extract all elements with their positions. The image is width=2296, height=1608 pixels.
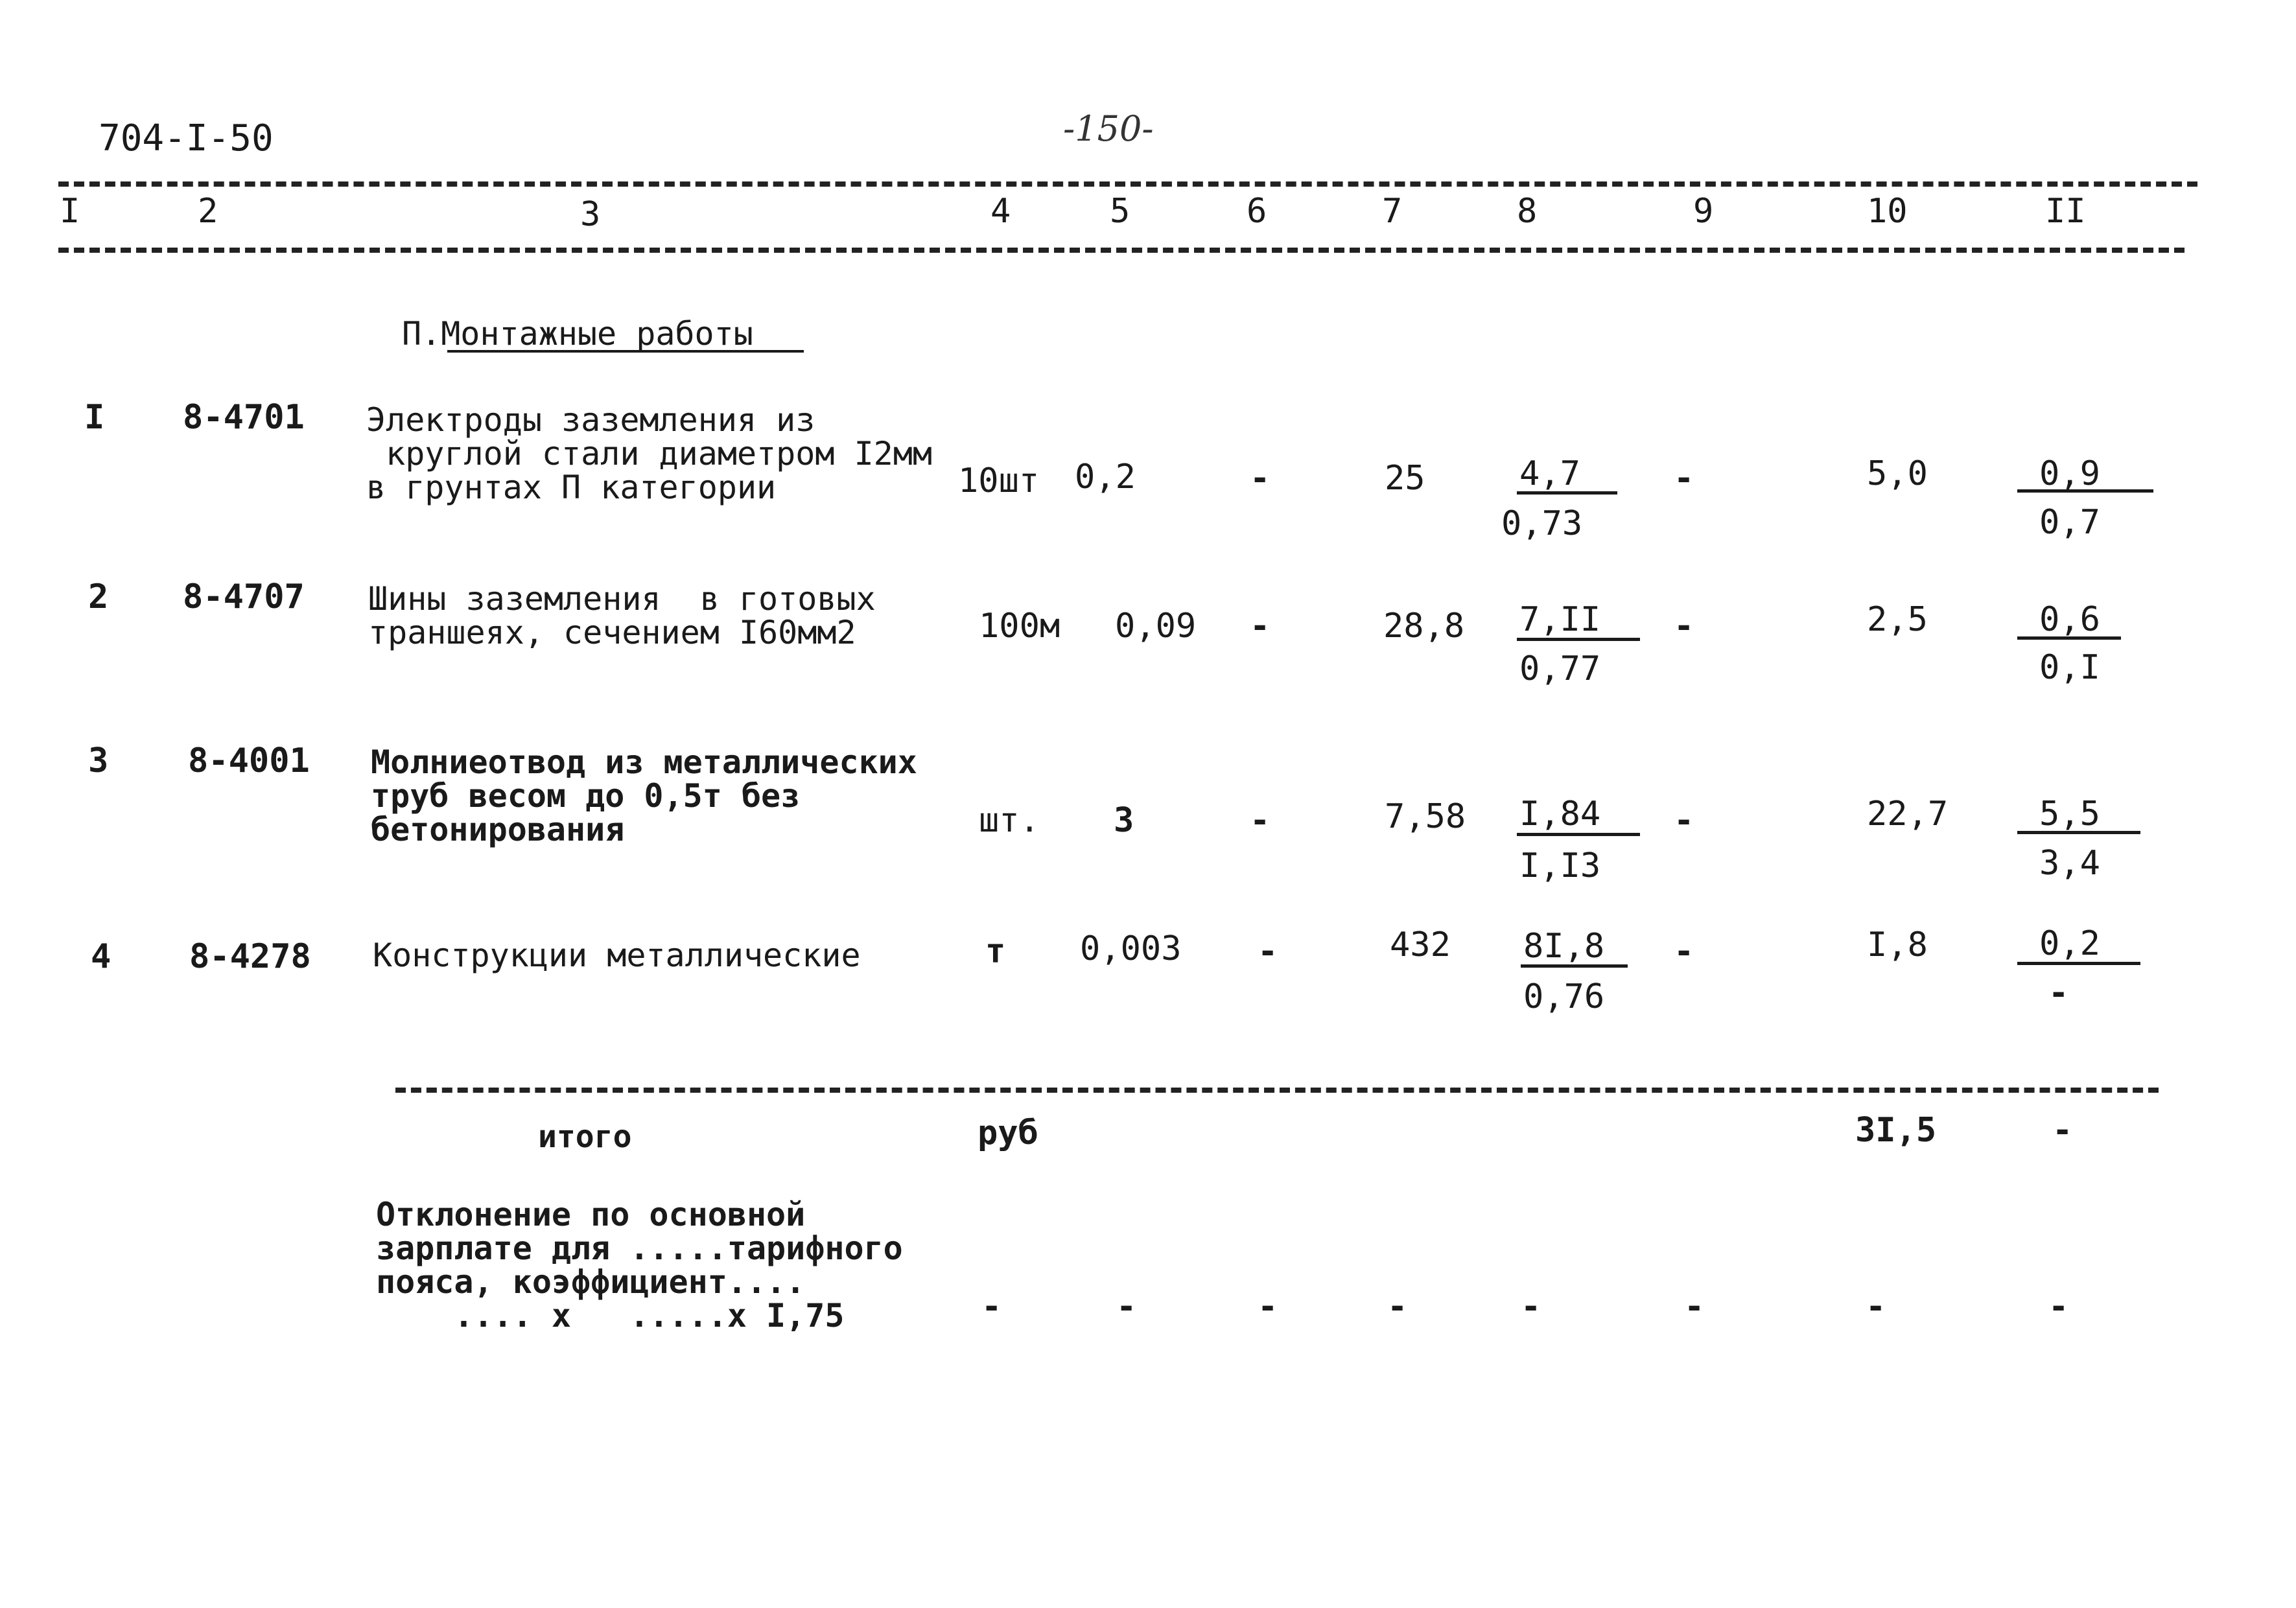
- row-4-col6: -: [1258, 932, 1278, 971]
- row-4-col8-rule: [1521, 964, 1628, 968]
- row-1-col11-bottom: 0,7: [2039, 503, 2100, 542]
- row-2-col7: 28,8: [1383, 607, 1465, 646]
- deviation-dash-col4: -: [981, 1287, 1002, 1326]
- column-header-3: 3: [580, 195, 601, 234]
- column-header-9: 9: [1693, 192, 1714, 231]
- row-3-col6: -: [1250, 801, 1271, 840]
- row-4-col9: -: [1674, 932, 1694, 971]
- row-2-col8-bottom: 0,77: [1519, 649, 1601, 688]
- row-3-col8-rule: [1517, 833, 1640, 836]
- section-title-underline: [447, 350, 804, 353]
- row-3-col7: 7,58: [1385, 797, 1466, 836]
- row-2-description: Шины заземления в готовых траншеях, сечением I60мм2: [368, 580, 876, 651]
- deviation-dash-col9: -: [1684, 1287, 1705, 1326]
- row-1-number: I: [84, 398, 105, 437]
- column-header-4: 4: [990, 192, 1011, 231]
- row-2-col11-top: 0,6: [2039, 600, 2100, 639]
- deviation-text: Отклонение по основной зарплате для .....тарифного пояса, коэффициент.... .... x .....x I,75: [376, 1196, 903, 1334]
- row-4-unit: т: [985, 932, 1006, 971]
- column-header-5: 5: [1110, 192, 1130, 231]
- row-4-col11-rule: [2017, 962, 2140, 965]
- row-2-col8-top: 7,II: [1519, 600, 1601, 639]
- section-title: П.Монтажные работы: [402, 315, 753, 353]
- row-4-col8-top: 8I,8: [1523, 927, 1605, 966]
- deviation-dash-col5: -: [1116, 1287, 1137, 1326]
- row-1-col11-top: 0,9: [2039, 454, 2100, 493]
- row-2-col8-rule: [1517, 638, 1640, 641]
- total-col10: 3I,5: [1855, 1111, 1937, 1150]
- deviation-dash-col8: -: [1521, 1287, 1541, 1326]
- row-4-code: 8-4278: [189, 937, 311, 976]
- row-4-col7: 432: [1390, 926, 1451, 964]
- row-4-col10: I,8: [1867, 926, 1928, 964]
- row-1-description: Электроды заземления из круглой стали диаметром I2мм в грунтах П категории: [366, 401, 932, 506]
- row-3-col11-rule: [2017, 831, 2140, 834]
- row-1-qty: 0,2: [1075, 458, 1136, 496]
- row-4-number: 4: [91, 937, 111, 976]
- column-header-10: 10: [1867, 192, 1908, 231]
- deviation-dash-col11: -: [2048, 1287, 2069, 1326]
- row-1-col7: 25: [1385, 459, 1425, 498]
- row-1-col8-bottom: 0,73: [1501, 504, 1583, 543]
- row-3-unit: шт.: [979, 801, 1040, 840]
- deviation-dash-col10: -: [1866, 1287, 1886, 1326]
- row-1-col11-rule: [2017, 489, 2153, 493]
- header-top-rule: [58, 181, 2197, 187]
- column-header-6: 6: [1247, 192, 1267, 231]
- row-2-qty: 0,09: [1115, 607, 1197, 646]
- row-2-col10: 2,5: [1867, 600, 1928, 639]
- row-3-number: 3: [88, 741, 109, 780]
- row-3-col8-bottom: I,I3: [1519, 846, 1601, 885]
- row-2-col6: -: [1250, 607, 1271, 646]
- row-1-col10: 5,0: [1867, 454, 1928, 493]
- column-header-11: II: [2045, 192, 2086, 231]
- deviation-dash-col6: -: [1258, 1287, 1278, 1326]
- total-col11: -: [2052, 1111, 2073, 1150]
- header-bottom-rule: [58, 248, 2185, 253]
- row-3-qty: 3: [1114, 801, 1134, 840]
- row-2-number: 2: [88, 577, 109, 616]
- row-1-unit: 10шт: [958, 461, 1040, 500]
- row-3-col11-top: 5,5: [2039, 795, 2100, 833]
- column-header-7: 7: [1382, 192, 1403, 231]
- row-2-code: 8-4707: [183, 577, 305, 616]
- row-1-code: 8-4701: [183, 398, 305, 437]
- row-1-col8-rule: [1517, 491, 1617, 495]
- row-1-col8-top: 4,7: [1519, 454, 1580, 493]
- row-4-qty: 0,003: [1080, 929, 1182, 968]
- page-number: -150-: [1063, 108, 1154, 149]
- row-4-col11-top: 0,2: [2039, 924, 2100, 963]
- row-3-col8-top: I,84: [1519, 795, 1601, 833]
- column-header-2: 2: [198, 192, 218, 231]
- row-4-col8-bottom: 0,76: [1523, 977, 1605, 1016]
- document-code: 704-I-50: [99, 117, 274, 159]
- row-1-col6: -: [1250, 459, 1271, 498]
- row-1-col9: -: [1674, 459, 1694, 498]
- row-2-unit: 100м: [979, 607, 1060, 646]
- row-3-col11-bottom: 3,4: [2039, 844, 2100, 883]
- row-3-col10: 22,7: [1867, 795, 1949, 833]
- row-4-description: Конструкции металлические: [373, 937, 861, 974]
- deviation-dash-col7: -: [1387, 1287, 1408, 1326]
- row-2-col9: -: [1674, 607, 1694, 646]
- total-separator-rule: [395, 1088, 2159, 1093]
- row-2-col11-bottom: 0,I: [2039, 648, 2100, 687]
- row-3-code: 8-4001: [188, 741, 310, 780]
- total-label: итого: [538, 1119, 632, 1155]
- row-2-col11-rule: [2017, 636, 2121, 640]
- row-3-description: Молниеотвод из металлических труб весом до 0,5т без бетонирования: [371, 743, 917, 848]
- column-header-8: 8: [1517, 192, 1538, 231]
- row-4-col11-bottom: -: [2048, 973, 2069, 1012]
- row-3-col9: -: [1674, 801, 1694, 840]
- total-unit: руб: [978, 1113, 1038, 1152]
- column-header-1: I: [60, 192, 80, 231]
